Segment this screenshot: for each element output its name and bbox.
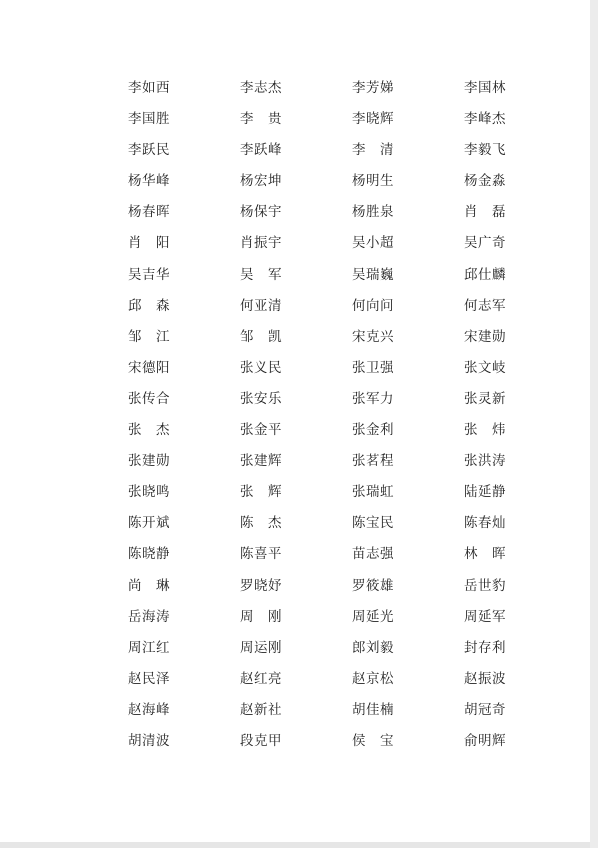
name-entry: 李志杰 xyxy=(240,80,282,96)
name-entry: 李 清 xyxy=(352,142,394,159)
name-entry: 李国胜 xyxy=(128,111,170,128)
name-list xyxy=(128,78,576,762)
name-entry: 吴广奇 xyxy=(464,235,506,252)
name-entry: 杨明生 xyxy=(352,173,394,190)
name-entry: 杨保宇 xyxy=(240,204,282,221)
name-entry: 宋德阳 xyxy=(128,359,170,376)
name-entry: 吴吉华 xyxy=(128,266,170,283)
name-entry: 杨华峰 xyxy=(128,173,170,190)
name-entry: 张军力 xyxy=(352,390,394,407)
name-entry: 陈宝民 xyxy=(352,515,394,532)
name-entry: 张 辉 xyxy=(240,484,282,501)
name-entry: 罗筱雄 xyxy=(352,577,394,594)
name-entry: 周 刚 xyxy=(240,608,282,625)
name-entry: 邱 森 xyxy=(128,297,170,314)
name-entry: 何亚清 xyxy=(240,297,282,314)
name-entry: 赵红亮 xyxy=(240,670,282,687)
name-entry: 岳世豹 xyxy=(464,577,506,594)
name-entry: 张 杰 xyxy=(128,422,170,439)
name-entry: 张金利 xyxy=(352,422,394,439)
name-entry: 陆延静 xyxy=(464,484,506,501)
name-entry: 张传合 xyxy=(128,390,170,407)
name-entry: 李跃峰 xyxy=(240,142,282,159)
name-entry: 罗晓妤 xyxy=(240,577,282,594)
name-entry: 周延光 xyxy=(352,608,394,625)
name-entry: 李芳娣 xyxy=(352,80,394,96)
name-entry: 胡清波 xyxy=(128,732,170,749)
name-entry: 李晓辉 xyxy=(352,111,394,128)
name-entry: 李 贵 xyxy=(240,111,282,128)
name-entry: 周江红 xyxy=(128,639,170,656)
viewer-scrollbar[interactable] xyxy=(590,0,598,848)
name-entry: 张晓鸣 xyxy=(128,484,170,501)
name-entry: 赵振波 xyxy=(464,670,506,687)
name-entry: 胡佳楠 xyxy=(352,701,394,718)
name-entry: 张建勋 xyxy=(128,453,170,470)
name-entry: 赵海峰 xyxy=(128,701,170,718)
name-entry: 杨春晖 xyxy=(128,204,170,221)
name-entry: 邹 凯 xyxy=(240,328,282,345)
name-entry: 张灵新 xyxy=(464,390,506,407)
name-entry: 苗志强 xyxy=(352,546,394,563)
name-entry: 俞明辉 xyxy=(464,732,506,749)
name-entry: 胡冠奇 xyxy=(464,701,506,718)
name-entry: 张茗程 xyxy=(352,453,394,470)
name-entry: 李如西 xyxy=(128,80,170,96)
name-entry: 李跃民 xyxy=(128,142,170,159)
name-entry: 陈晓静 xyxy=(128,546,170,563)
name-entry: 张 炜 xyxy=(464,422,506,439)
name-entry: 吴 军 xyxy=(240,266,282,283)
name-entry: 林 晖 xyxy=(464,546,506,563)
name-entry: 张义民 xyxy=(240,359,282,376)
name-entry: 吴瑞巍 xyxy=(352,266,394,283)
name-entry: 宋建勋 xyxy=(464,328,506,345)
name-entry: 肖振宇 xyxy=(240,235,282,252)
name-entry: 李毅飞 xyxy=(464,142,506,159)
name-entry: 陈 杰 xyxy=(240,515,282,532)
name-entry: 邹 江 xyxy=(128,328,170,345)
name-entry: 陈开斌 xyxy=(128,515,170,532)
name-entry: 赵新社 xyxy=(240,701,282,718)
name-entry: 吴小超 xyxy=(352,235,394,252)
name-entry: 陈春灿 xyxy=(464,515,506,532)
name-entry: 何志军 xyxy=(464,297,506,314)
name-entry: 陈喜平 xyxy=(240,546,282,563)
name-entry: 张文岐 xyxy=(464,359,506,376)
name-entry: 肖 阳 xyxy=(128,235,170,252)
name-entry: 张安乐 xyxy=(240,390,282,407)
name-entry: 周运刚 xyxy=(240,639,282,656)
name-entry: 张金平 xyxy=(240,422,282,439)
name-entry: 侯 宝 xyxy=(352,732,394,749)
name-entry: 周延军 xyxy=(464,608,506,625)
name-entry: 张洪涛 xyxy=(464,453,506,470)
name-entry: 封存利 xyxy=(464,639,506,656)
name-entry: 赵民泽 xyxy=(128,670,170,687)
name-entry: 宋克兴 xyxy=(352,328,394,345)
name-entry: 何向问 xyxy=(352,297,394,314)
name-entry: 肖 磊 xyxy=(464,204,506,221)
name-entry: 李峰杰 xyxy=(464,111,506,128)
name-entry: 郎刘毅 xyxy=(352,639,394,656)
name-entry: 赵京松 xyxy=(352,670,394,687)
name-entry: 杨金淼 xyxy=(464,173,506,190)
name-entry: 张建辉 xyxy=(240,453,282,470)
name-entry: 张瑞虹 xyxy=(352,484,394,501)
name-entry: 李国林 xyxy=(464,80,506,96)
name-entry: 杨胜泉 xyxy=(352,204,394,221)
name-entry: 尚 琳 xyxy=(128,577,170,594)
name-entry: 邱仕麟 xyxy=(464,266,506,283)
name-entry: 张卫强 xyxy=(352,359,394,376)
name-entry: 岳海涛 xyxy=(128,608,170,625)
name-entry: 段克甲 xyxy=(240,732,282,749)
name-entry: 杨宏坤 xyxy=(240,173,282,190)
